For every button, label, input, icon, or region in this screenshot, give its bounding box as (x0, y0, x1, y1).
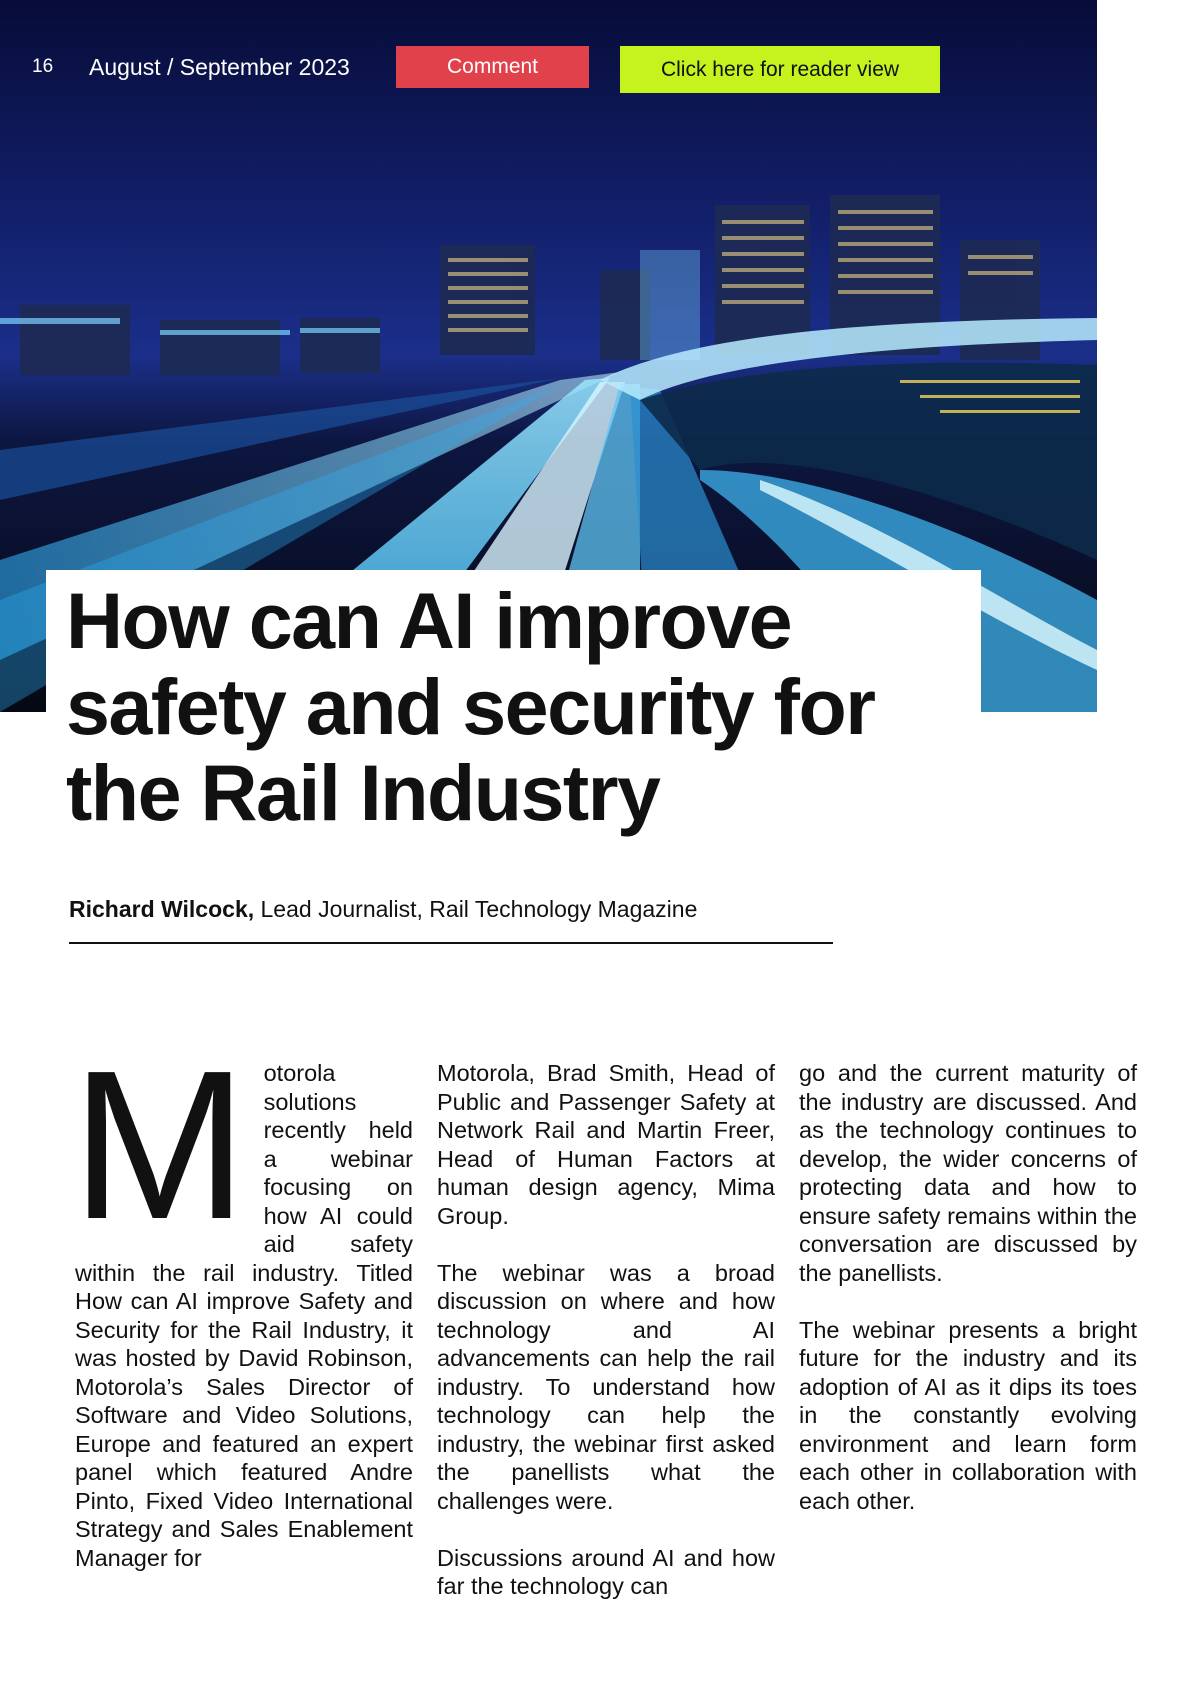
paragraph: The webinar was a broad discussion on where and how technology and AI advancements can help the rail industry. To understand how technology can help the industry, the webinar first asked the panellists what the challenges were. (437, 1259, 775, 1514)
article-column-2 (437, 1059, 775, 1629)
article-title: How can AI improve safety and security for the Rail Industry (66, 576, 875, 837)
comment-button[interactable]: Comment (396, 46, 589, 88)
issue-date: August / September 2023 (89, 54, 350, 80)
drop-cap: M (71, 1026, 248, 1263)
article-column-3 (799, 1059, 1137, 1544)
paragraph: Discussions around AI and how far the technology can (437, 1544, 775, 1599)
article-column-1 (71, 1026, 413, 1601)
paragraph: The webinar presents a bright future for the industry and its adoption of AI as it dips its toes in the constantly evolving environment and learn form each other in collaboration with each other. (799, 1316, 1137, 1514)
page-number: 16 (32, 56, 54, 77)
paragraph: go and the current maturity of the industry are discussed. And as the technology continues to develop, the wider concerns of protecting data and how to ensure safety remains within the conversation are discussed by the panellists. (799, 1060, 1137, 1286)
byline-divider (69, 942, 833, 944)
paragraph: Motorola, Brad Smith, Head of Public and Passenger Safety at Network Rail and Martin Freer, Head of Human Factors at human design agency, Mima Group. (437, 1060, 775, 1229)
author-name: Richard Wilcock, (69, 896, 255, 922)
byline (69, 896, 697, 923)
author-role: Lead Journalist, Rail Technology Magazine (254, 896, 698, 922)
reader-view-button[interactable]: Click here for reader view (620, 46, 940, 93)
paragraph: otorola solutions recently held a webinar focusing on how AI could aid safety within the rail industry. Titled How can AI improve Safety and Security for the Rail Industry, it was hosted by David Robinson, Motorola’s Sales Director of Software and Video Solutions, Europe and featured an expert panel which featured Andre Pinto, Fixed Video International Strategy and Sales Enablement Manager for (75, 1060, 413, 1571)
